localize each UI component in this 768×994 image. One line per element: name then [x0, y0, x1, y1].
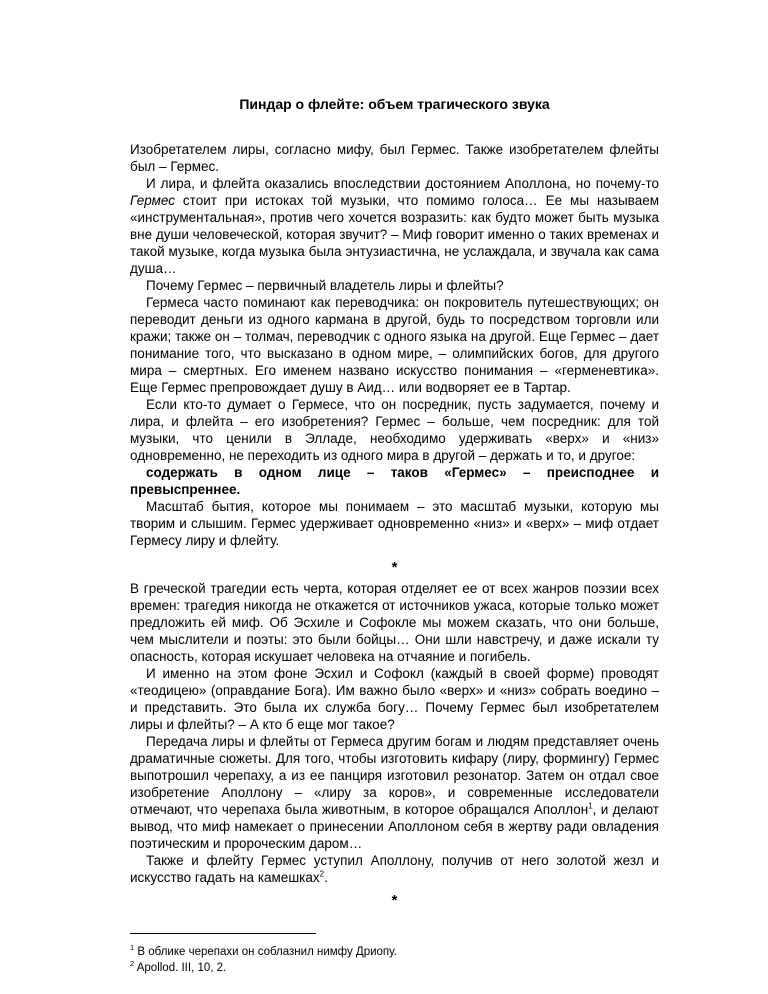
footnote-text: Apollod. III, 10, 2. — [134, 962, 227, 974]
footnote-text: В облике черепахи он соблазнил нимфу Дриопу. — [134, 946, 397, 958]
paragraph — [130, 733, 659, 852]
footnote-divider — [130, 933, 316, 934]
footnote-number: 2 — [130, 959, 135, 969]
footnote-ref: 2 — [319, 869, 325, 879]
text-run: И лира, и флейта оказались впоследствии достоянием Аполлона, но почему-то — [146, 176, 659, 191]
paragraph: Масштаб бытия, которое мы понимаем – это масштаб музыки, которую мы творим и слышим. Гермес удерживает одновременно «низ» и «верх» – миф отдает Гермесу лиру и флейту. — [130, 499, 659, 548]
page-title: Пиндар о флейте: объем трагического звука — [239, 96, 550, 112]
footnote — [130, 944, 659, 960]
paragraph: Изобретателем лиры, согласно мифу, был Гермес. Также изобретателем флейты был – Гермес. — [130, 142, 659, 174]
text-run: Также и флейту Гермес уступил Аполлону, получив от него золотой жезл и искусство гадать на камешках — [130, 853, 659, 885]
italic-text: Гермес — [130, 193, 175, 208]
document-page — [130, 96, 659, 976]
footnote-number: 1 — [130, 943, 135, 953]
text-run: Передача лиры и флейты от Гермеса другим богам и людям представляет очень драматичные сюжеты. Для того, чтобы изготовить кифару (лиру, формингу) Гермес выпотрошил черепаху, а из ее панциря изготовил резонатор. Затем он отдал свое изобретение Аполлону – «лиру за коров», и современные исследователи отмечают, что черепаха была животным, в которое обращался Аполлон — [130, 734, 659, 817]
paragraph: И именно на этом фоне Эсхил и Софокл (каждый в своей форме) проводят «теодицею» (оправдание Бога). Им важно было «верх» и «низ» собрать воедино – и представить. Это была их служба богу… Почему Гермес был изобретателем лиры и флейты? – А кто б еще мог такое? — [130, 666, 659, 732]
paragraph — [130, 852, 659, 886]
text-run: , и делают вывод, что миф намекает о принесении Аполлоном себя в жертву ради овладения поэтическим и пророческим даром… — [130, 802, 659, 851]
footnote-ref: 1 — [588, 801, 593, 811]
text-run: стоит при истоках той музыки, что помимо голоса… Ее мы называем «инструментальная», против чего хочется возразить: как будто может быть музыка вне души человеческой, которая звучит? – Миф говорит именно о таких временах и такой музыке, когда музыка была энтузиастична, не услаждала, и звучала как сама душа… — [130, 193, 659, 276]
bold-paragraph: содержать в одном лице – таков «Гермес» – преисподнее и превыспреннее. — [130, 465, 659, 497]
paragraph: В греческой трагедии есть черта, которая отделяет ее от всех жанров поэзии всех времен: трагедия никогда не откажется от источников ужаса, которые только может предложить ей миф. Об Эсхиле и Софокле мы можем сказать, что они больше, чем мыслители и поэты: это были бойцы… Они шли навстречу, и даже искали ту опасность, которая искушает человека на отчаяние и погибель. — [130, 581, 659, 664]
text-run: . — [324, 870, 328, 885]
paragraph: Почему Гермес – первичный владетель лиры и флейты? — [146, 278, 504, 293]
footnote — [130, 960, 659, 976]
paragraph: Гермеса часто поминают как переводчика: он покровитель путешествующих; он переводит деньги из одного кармана в другой, будь то посредством торговли или кражи; также он – толмач, переводчик с одного языка на другой. Еще Гермес – дает понимание того, что высказано в одном мире, – олимпийских богов, для другого мира – смертных. Его именем названо искусство понимания – «герменевтика». Еще Гермес препровождает душу в Аид… или водворяет ее в Тартар. — [130, 295, 659, 395]
section-separator: * — [391, 559, 398, 576]
paragraph — [130, 175, 659, 277]
section-separator: * — [391, 892, 398, 909]
paragraph: Если кто-то думает о Гермесе, что он посредник, пусть задумается, почему и лира, и флейта – его изобретения? Гермес – больше, чем посредник: для той музыки, что ценили в Элладе, необходимо удерживать «верх» и «низ» одновременно, не переходить из одного мира в другой – держать и то, и другое: — [130, 397, 659, 463]
